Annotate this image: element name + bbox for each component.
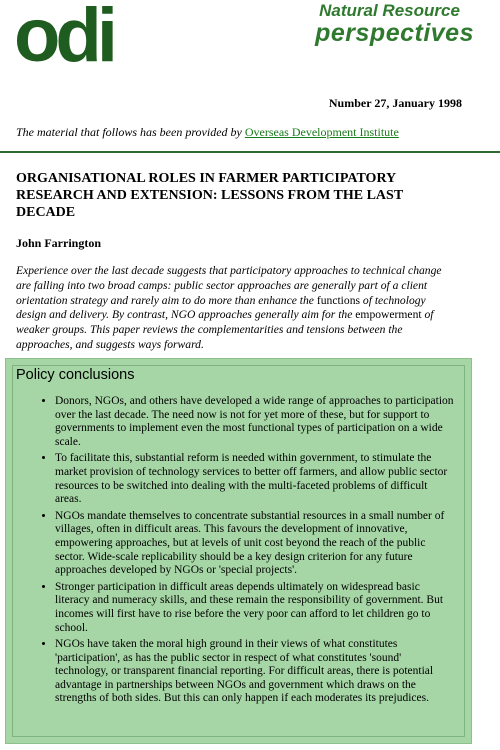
policy-conclusions-box	[5, 358, 472, 744]
abstract-part: Experience over the last decade suggests that participatory approaches to technical change are falling into two broad camps: public sector approaches are generally part of a client orientation strategy and rarely aim to do more than enhance the	[16, 264, 442, 307]
article-title: ORGANISATIONAL ROLES IN FARMER PARTICIPATORY RESEARCH AND EXTENSION: LESSONS FROM THE LAST DECADE	[16, 171, 403, 220]
article-author: John Farrington	[16, 236, 102, 250]
series-title-line2: perspectives	[315, 19, 474, 47]
abstract-emphasis-empowerment: empowerment	[355, 308, 422, 322]
policy-item: • To facilitate this, substantial reform is needed within government, to stimulate the market provision of technology services to better off farmers, and allow public sector resources to be switched into dealing with the multi-faceted problems of difficult areas.	[55, 452, 455, 506]
odi-logo: odi	[14, 0, 113, 78]
policy-item: • NGOs have taken the moral high ground in their views of what constitutes 'participation', as has the public sector in respect of what constitutes 'sound' technology, or transparent financial reporting. For difficult areas, there is potential advantage in partnerships between NGOs and government which draws on the strengths of both sides. But this can only happen if each moderates its prejudices.	[55, 638, 455, 706]
series-title-line1: Natural Resource	[319, 1, 460, 20]
series-title	[315, 2, 474, 46]
header-divider	[0, 151, 500, 153]
policy-conclusions-list	[6, 395, 461, 709]
abstract-emphasis-functions: functions	[316, 293, 361, 307]
policy-conclusions-title: Policy conclusions	[16, 367, 135, 383]
issue-number: Number 27, January 1998	[328, 96, 462, 110]
policy-item: • Stronger participation in difficult areas depends ultimately on widespread basic literacy and numeracy skills, and these remain the responsibility of government. But incomes will first have to rise before the very poor can afford to let children go to school.	[55, 581, 455, 635]
provided-by-text: The material that follows has been provided by	[16, 125, 245, 139]
policy-item: • Donors, NGOs, and others have developed a wide range of approaches to participation over the last decade. The need now is not for yet more of these, but for support to governments to implement even the most functional types of participation on a wide scale.	[55, 395, 455, 449]
provided-by	[16, 125, 399, 140]
abstract-part: of technology design and delivery. By contrast, NGO approaches generally aim for the	[16, 293, 426, 322]
odi-link[interactable]: Overseas Development Institute	[244, 125, 399, 139]
policy-item: • NGOs mandate themselves to concentrate substantial resources in a small number of villages, often in difficult areas. This favours the development of innovative, empowering approaches, but at levels of unit cost beyond the reach of the public sector. Wide-scale replicability should be a key design criterion for any future approaches developed by NGOs or 'special projects'.	[55, 510, 455, 578]
abstract-part: of weaker groups. This paper reviews the complementarities and tensions between the approaches, and suggests ways forward.	[16, 308, 434, 351]
article-abstract	[16, 264, 456, 353]
